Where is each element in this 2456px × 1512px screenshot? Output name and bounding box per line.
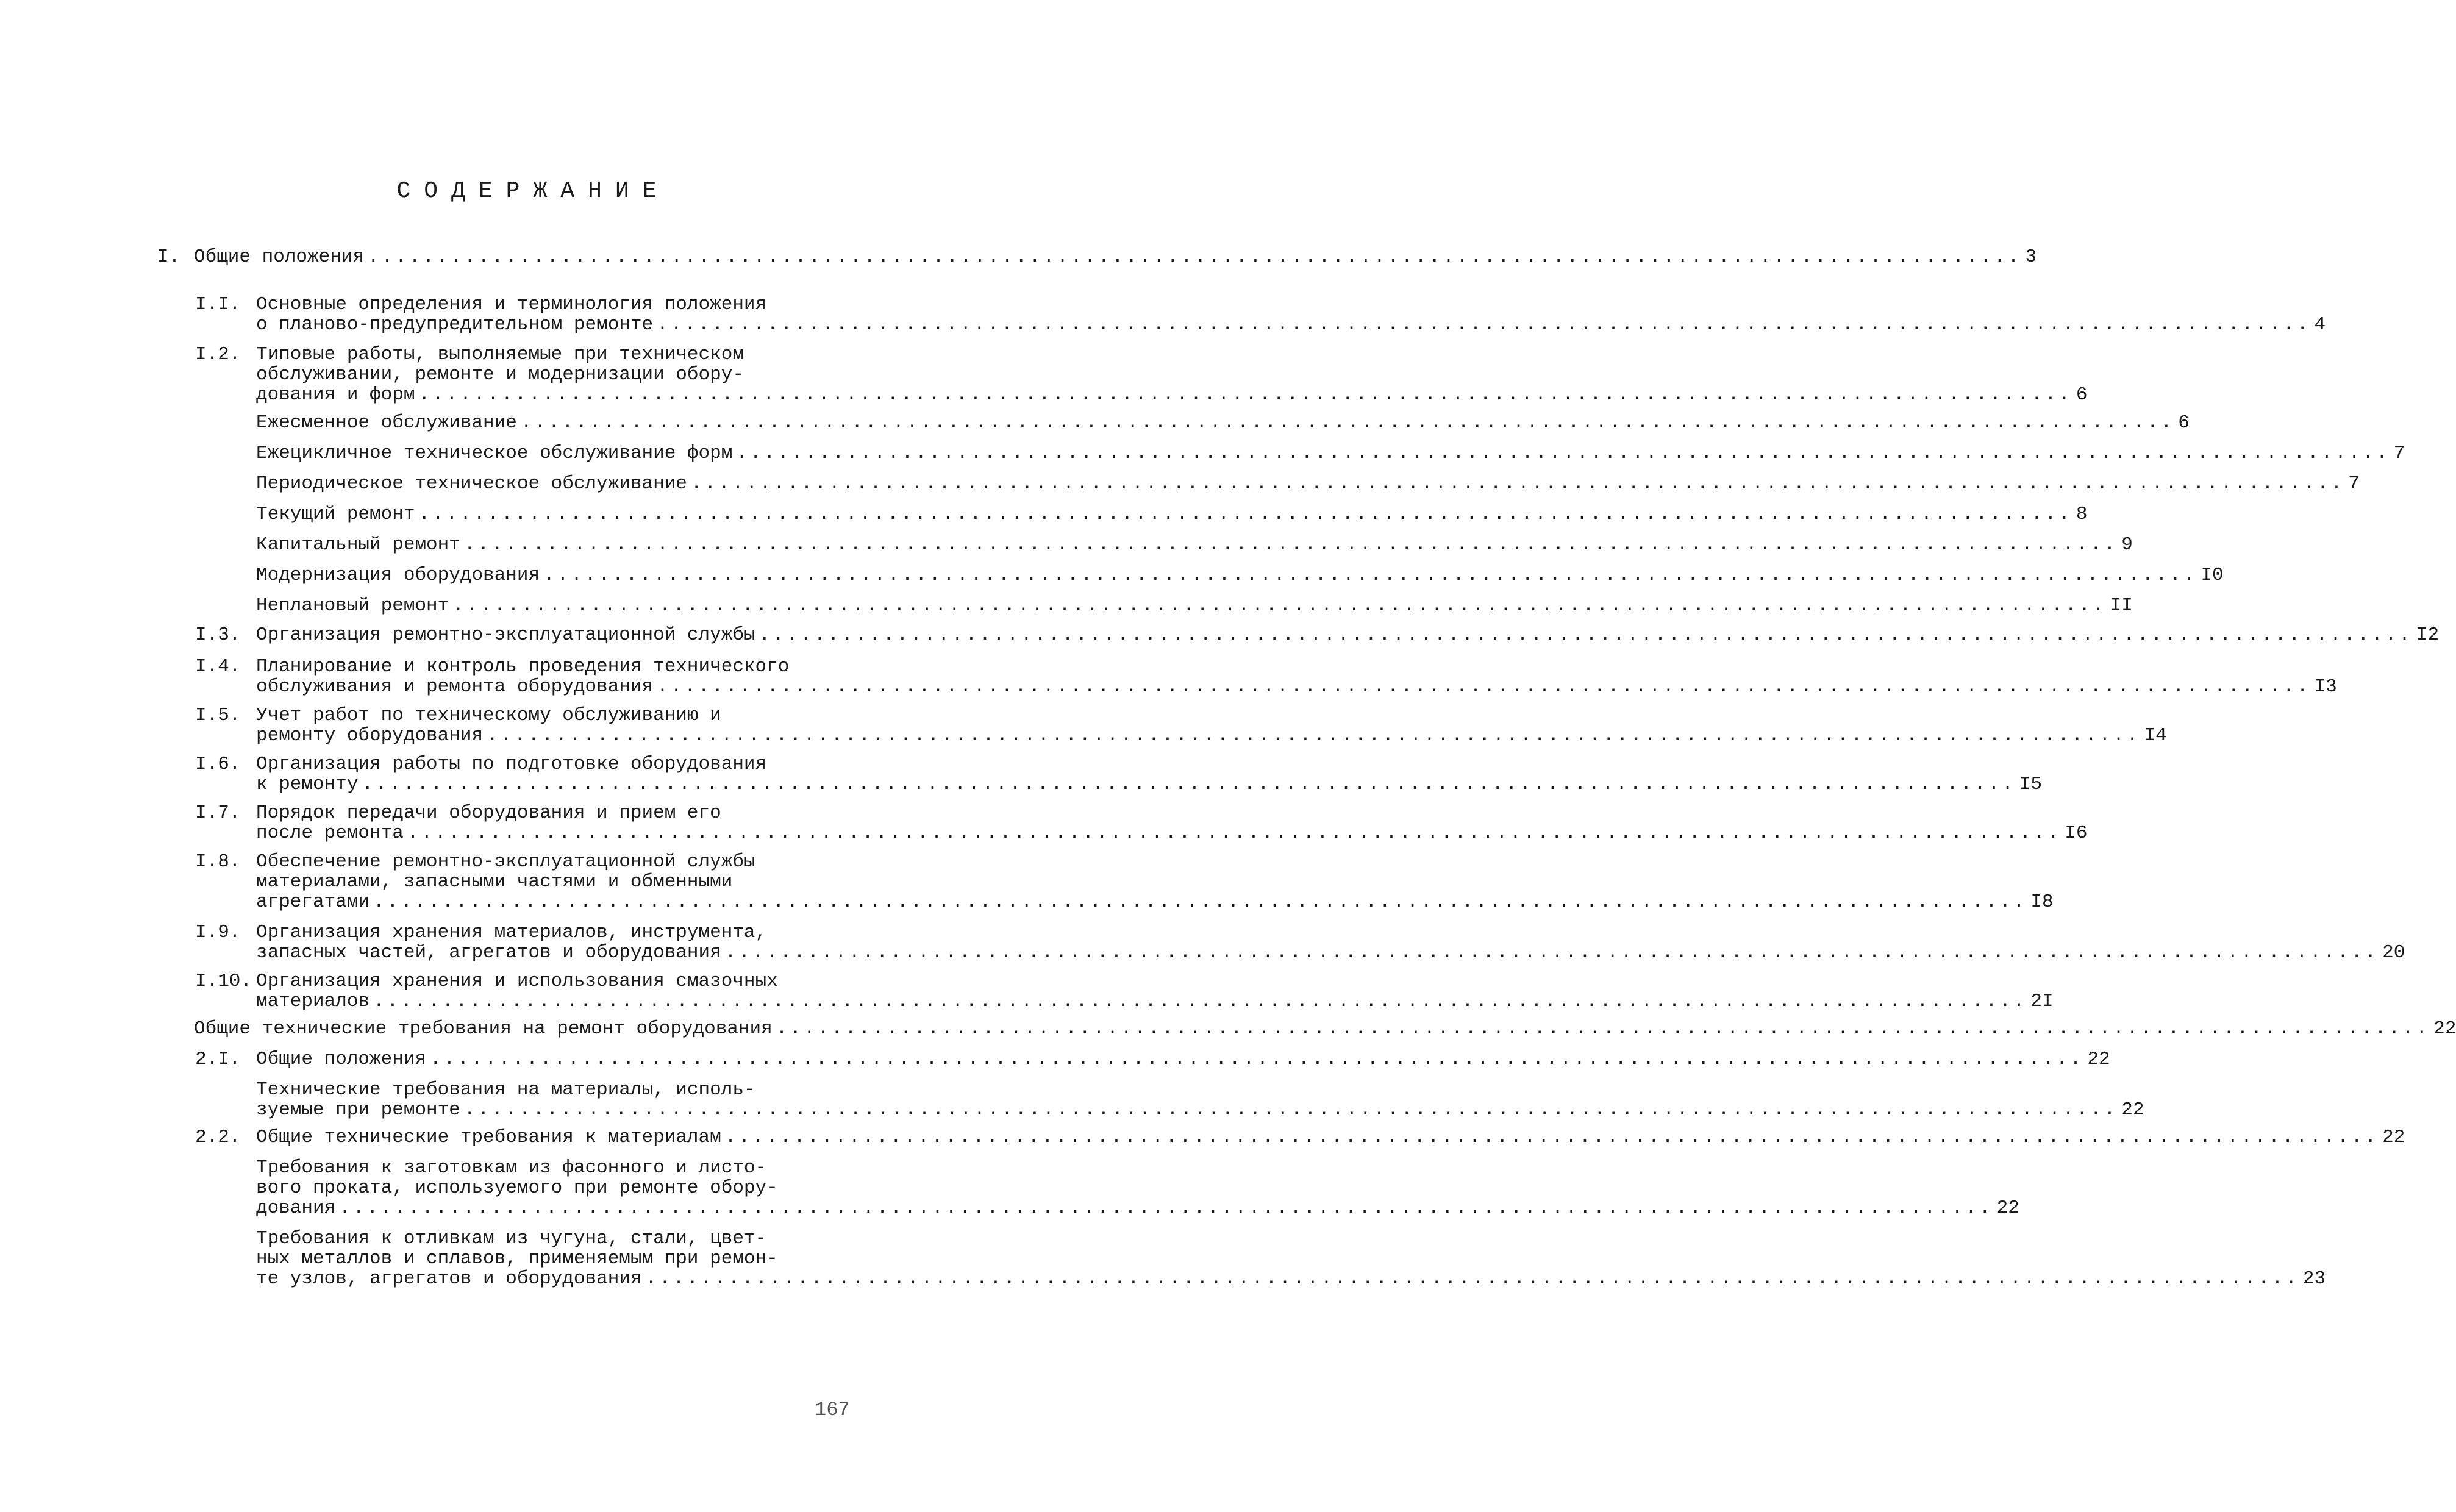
toc-entry-page: 22	[2121, 1099, 2144, 1121]
toc-entry-page: 4	[2314, 314, 2326, 335]
toc-entry	[157, 624, 2440, 646]
page-number: 167	[815, 1399, 850, 1421]
dot-leader	[464, 1100, 2118, 1120]
toc-entry-text: обслуживании, ремонте и модернизации обору-	[256, 364, 744, 385]
toc-entry-text: Планирование и контроль проведения технического	[256, 656, 790, 677]
toc-entry-page: 2I	[2030, 991, 2054, 1012]
dot-leader	[646, 1269, 2299, 1289]
dot-leader	[452, 596, 2106, 616]
dot-leader	[736, 443, 2390, 463]
toc-entry-page: I2	[2416, 624, 2440, 646]
toc-entry-number: I.2.	[195, 344, 241, 365]
toc-entry	[157, 922, 2405, 963]
toc-entry-text: Ежесменное обслуживание	[256, 412, 517, 433]
toc-entry-text: Типовые работы, выполняемые при техническом	[256, 344, 744, 365]
toc-entry-text: Требования к отливкам из чугуна, стали, цвет-	[256, 1228, 767, 1249]
toc-entry	[157, 754, 2043, 795]
dot-leader	[776, 1019, 2430, 1039]
toc-entry	[157, 534, 2133, 555]
dot-leader	[407, 823, 2061, 843]
toc-entry-text: Требования к заготовкам из фасонного и листо-	[256, 1157, 767, 1179]
dot-leader	[373, 892, 2027, 912]
toc-entry	[157, 595, 2133, 616]
toc-entry-text: запасных частей, агрегатов и оборудования	[256, 942, 721, 963]
toc-entry-text: дования	[256, 1197, 336, 1219]
toc-entry-text: Организация ремонтно-эксплуатационной службы	[256, 624, 755, 646]
toc-entry-text: те узлов, агрегатов и оборудования	[256, 1268, 642, 1289]
toc-entry-text: Ежецикличное техническое обслуживание форм	[256, 443, 733, 464]
toc-entry-text: Организация хранения материалов, инструмента,	[256, 922, 767, 943]
toc-entry-page: 22	[2087, 1049, 2110, 1070]
toc-entry-text: материалов	[256, 991, 370, 1012]
toc-entry-number: I.9.	[195, 922, 241, 943]
toc-entry-page: 7	[2348, 473, 2360, 494]
dot-leader	[657, 677, 2310, 697]
toc-entry	[157, 565, 2224, 586]
toc-entry-number: I.5.	[195, 705, 241, 726]
toc-entry-number: I.4.	[195, 656, 241, 677]
dot-leader	[464, 535, 2118, 555]
toc-entry-page: 22	[2433, 1018, 2456, 1040]
toc-entry	[157, 705, 2167, 746]
toc-entry	[157, 802, 2088, 844]
toc-entry-number: I.7.	[195, 802, 241, 824]
toc-entry-text: после ремонта	[256, 822, 404, 844]
toc-entry	[157, 504, 2088, 525]
toc-entry	[157, 1157, 2019, 1219]
toc-entry-text: Учет работ по техническому обслуживанию и	[256, 705, 721, 726]
toc-entry-text: к ремонту	[256, 774, 359, 795]
dot-leader	[418, 385, 2072, 405]
dot-leader	[759, 625, 2413, 645]
toc-entry-text: Неплановый ремонт	[256, 595, 449, 616]
dot-leader	[543, 565, 2197, 585]
toc-entry-number: I.	[157, 246, 180, 268]
toc-entry-page: I0	[2201, 565, 2224, 586]
dot-leader	[691, 474, 2344, 494]
toc-entry	[157, 1018, 2456, 1040]
toc-entry-number: 2.I.	[195, 1049, 241, 1070]
toc-entry-number: I.6.	[195, 754, 241, 775]
toc-entry-page: 7	[2393, 443, 2405, 464]
dot-leader	[430, 1049, 2083, 1069]
toc-entry-text: Организация хранения и использования смазочных	[256, 971, 778, 992]
toc-entry-text: Общие положения	[194, 246, 365, 268]
toc-entry-number: 2.2.	[195, 1127, 241, 1148]
toc-entry	[157, 473, 2360, 494]
toc-entry	[157, 246, 2037, 268]
toc-entry-page: 9	[2121, 534, 2133, 555]
toc-entry-text: Капитальный ремонт	[256, 534, 460, 555]
toc-entry	[157, 1127, 2405, 1148]
dot-leader	[487, 726, 2140, 746]
toc-entry-text: обслуживания и ремонта оборудования	[256, 676, 654, 697]
dot-leader	[725, 1127, 2379, 1147]
toc-entry-page: I8	[2030, 891, 2054, 913]
toc-entry-text: о планово-предупредительном ремонте	[256, 314, 654, 335]
toc-entry	[157, 971, 2054, 1012]
toc-entry	[157, 1079, 2144, 1121]
toc-entry-page: 20	[2382, 942, 2405, 963]
dot-leader	[725, 943, 2379, 963]
toc-entry-text: Основные определения и терминология положения	[256, 294, 767, 315]
toc-entry-page: 22	[2382, 1127, 2405, 1148]
dot-leader	[362, 774, 2015, 794]
toc-entry-text: ных металлов и сплавов, применяемым при ремон-	[256, 1248, 778, 1269]
toc-entry-text: агрегатами	[256, 891, 370, 913]
toc-entry-page: 3	[2025, 246, 2037, 268]
toc-entry	[157, 851, 2054, 913]
toc-entry	[157, 1049, 2110, 1070]
dot-leader	[521, 413, 2174, 433]
toc-entry-page: I4	[2144, 725, 2167, 746]
toc-entry-page: 6	[2076, 384, 2088, 405]
toc-entry-page: I6	[2065, 822, 2088, 844]
toc-entry	[157, 443, 2405, 464]
toc-entry-page: 8	[2076, 504, 2088, 525]
toc-entry-text: Порядок передачи оборудования и прием его	[256, 802, 721, 824]
toc-entry-page: 23	[2302, 1268, 2326, 1289]
toc-entry	[157, 294, 2326, 335]
toc-entry-number: I.8.	[195, 851, 241, 872]
toc-entry-page: I3	[2314, 676, 2337, 697]
toc-entry-text: Модернизация оборудования	[256, 565, 540, 586]
toc-entry	[157, 412, 2190, 433]
toc-entry-text: зуемые при ремонте	[256, 1099, 460, 1121]
dot-leader	[418, 504, 2072, 524]
toc-entry-text: Организация работы по подготовке оборудования	[256, 754, 767, 775]
dot-leader	[657, 315, 2310, 335]
toc-entry	[157, 1228, 2326, 1289]
toc-entry-page: I5	[2019, 774, 2043, 795]
toc-entry-text: Общие технические требования к материалам	[256, 1127, 721, 1148]
toc-entry-page: II	[2110, 595, 2133, 616]
dot-leader	[368, 247, 2021, 267]
toc-entry-text: Общие положения	[256, 1049, 427, 1070]
toc-entry-page: 6	[2178, 412, 2190, 433]
toc-entry-text: вого проката, используемого при ремонте обору-	[256, 1177, 778, 1199]
page-title: СОДЕРЖАНИЕ	[396, 178, 670, 204]
dot-leader	[339, 1198, 1993, 1218]
toc-entry-number: I.I.	[195, 294, 241, 315]
toc-entry-text: Общие технические требования на ремонт оборудования	[194, 1018, 773, 1040]
toc-entry-text: Текущий ремонт	[256, 504, 415, 525]
toc-entry-text: ремонту оборудования	[256, 725, 484, 746]
dot-leader	[373, 991, 2027, 1011]
toc-entry-text: Технические требования на материалы, исполь-	[256, 1079, 755, 1100]
toc-entry-page: 22	[1996, 1197, 2019, 1219]
toc-entry-number: I.3.	[195, 624, 241, 646]
toc-entry-text: материалами, запасными частями и обменными	[256, 871, 733, 893]
toc-entry	[157, 344, 2088, 405]
toc-entry-text: дования и форм	[256, 384, 415, 405]
toc-entry-text: Периодическое техническое обслуживание	[256, 473, 687, 494]
toc-entry-text: Обеспечение ремонтно-эксплуатационной службы	[256, 851, 755, 872]
toc-entry-number: I.10.	[195, 971, 252, 992]
toc-entry	[157, 656, 2337, 697]
